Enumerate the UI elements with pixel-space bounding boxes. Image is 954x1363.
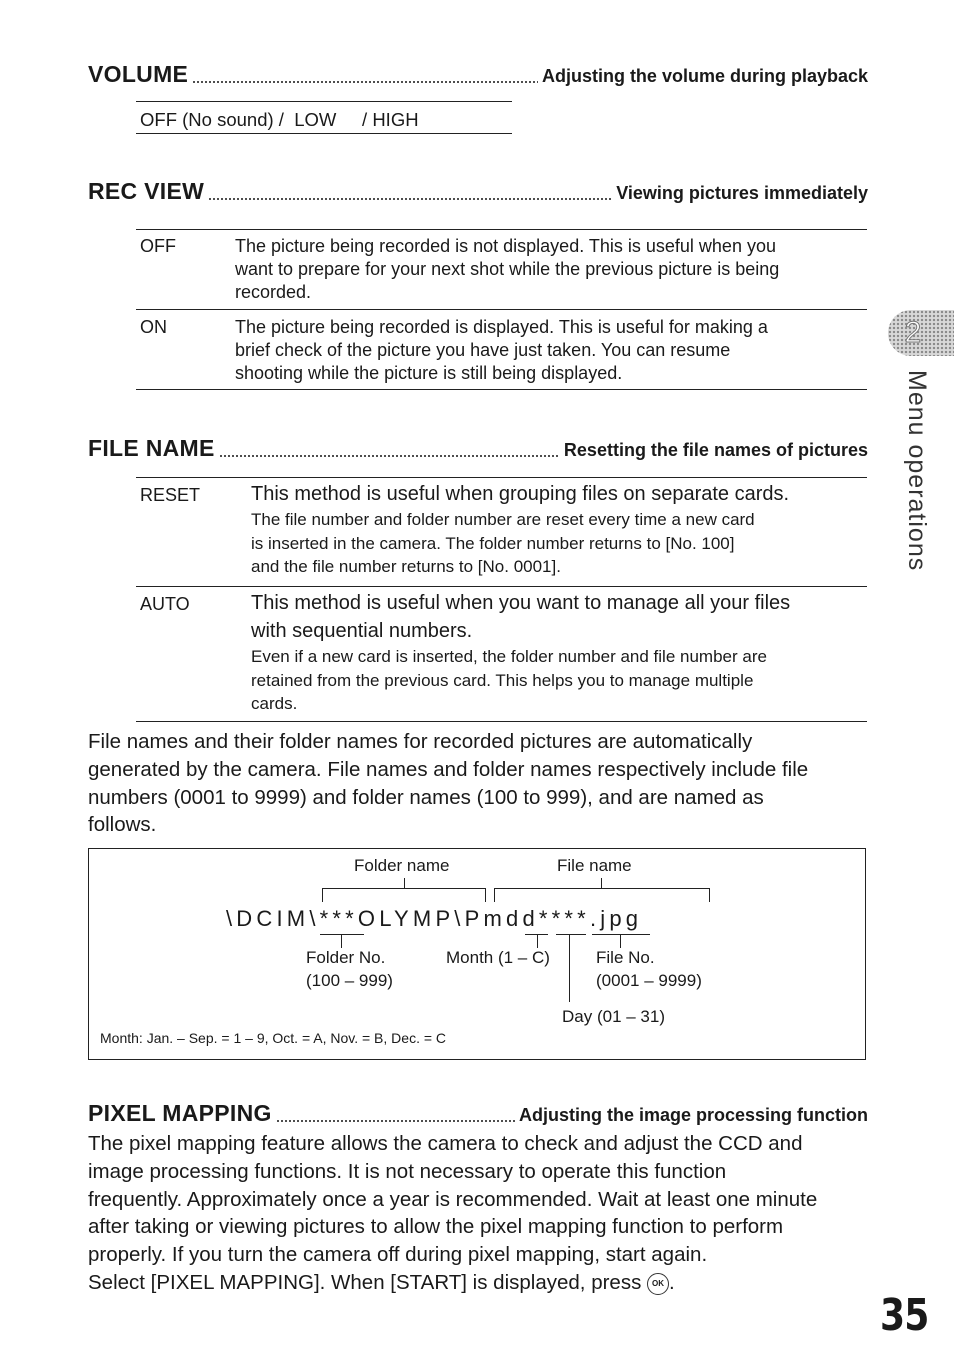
folder-no-label: Folder No.	[306, 948, 386, 967]
chapter-label: Menu operations	[903, 370, 931, 572]
file-path-pattern: \DCIM\***OLYMP\Pmdd****.jpg	[226, 906, 643, 931]
volume-desc: Adjusting the volume during playback	[541, 66, 868, 86]
rec-view-desc: Viewing pictures immediately	[616, 183, 868, 203]
file-intro-paragraph: File names and their folder names for recorded pictures are automatically generated by the camera. File names and folder names respectively include file numbers (0001 to 9999) and folder names (100 to 999), and are named as follows.	[88, 730, 809, 837]
divider	[136, 309, 867, 310]
file-no-label: File No.	[596, 948, 655, 967]
chapter-number: 2	[904, 316, 922, 349]
file-name-title: FILE NAME	[88, 435, 215, 461]
file-name-header	[88, 430, 868, 460]
file-range-label: (0001 – 9999)	[596, 971, 702, 990]
folder-name-label: Folder name	[354, 856, 450, 875]
pixel-mapping-last-line: Select [PIXEL MAPPING]. When [START] is displayed, press OK .	[88, 1270, 675, 1294]
rec-view-header	[88, 173, 868, 203]
month-label: Month (1 – C)	[446, 948, 550, 967]
page-number: 35	[880, 1290, 929, 1341]
divider	[136, 586, 867, 587]
divider	[136, 721, 867, 722]
file-name-auto-text: This method is useful when you want to manage all your files with sequential numbers. Even if a new card is inserted, the folder number and file number are retained from the previous card. This helps you to manage multiple cards.	[251, 592, 791, 713]
rec-view-on-text: The picture being recorded is displayed. This is useful for making a brief check of the picture you have just taken. You can resume shooting while the picture is still being displayed.	[235, 317, 768, 383]
divider	[136, 101, 512, 102]
bracket-stem	[537, 934, 538, 948]
divider	[136, 389, 867, 390]
rec-view-on-key: ON	[140, 317, 167, 337]
leader-dots	[192, 81, 538, 83]
file-no-bracket	[592, 934, 650, 935]
folder-range-label: (100 – 999)	[306, 971, 393, 990]
bracket-stem	[620, 934, 621, 948]
pixel-mapping-desc: Adjusting the image processing function	[518, 1105, 868, 1125]
rec-view-off-key: OFF	[140, 236, 176, 256]
bracket-stem	[601, 878, 602, 888]
file-bracket	[494, 888, 710, 889]
file-name-label: File name	[557, 856, 632, 875]
rec-view-title: REC VIEW	[88, 178, 205, 204]
bracket-edge	[322, 888, 323, 902]
day-label: Day (01 – 31)	[562, 1007, 665, 1026]
day-bracket	[556, 934, 586, 935]
leader-dots	[219, 455, 560, 457]
bracket-edge	[485, 888, 486, 902]
volume-options: OFF (No sound) / LOW / HIGH	[140, 109, 419, 130]
bracket-stem	[569, 934, 570, 1002]
bracket-stem	[404, 878, 405, 888]
pixel-mapping-paragraph: The pixel mapping feature allows the camera to check and adjust the CCD and image processing functions. It is not necessary to operate this function frequently. Approximately once a year is recommended. Wait at least one minute after taking or viewing pictures to allow the pixel mapping function to perform properly. If you turn the camera off during pixel mapping, start again. Select [PIXEL MAPPING]. When [START] is displayed, press OK .	[88, 1130, 868, 1297]
folder-no-bracket	[320, 934, 364, 935]
folder-bracket	[322, 888, 486, 889]
divider	[136, 477, 867, 478]
file-name-reset-text: This method is useful when grouping files on separate cards. The file number and folder number are reset every time a new card is inserted in the camera. The folder number returns to [No. 100] and the file number returns to [No. 0001].	[251, 483, 790, 576]
volume-title: VOLUME	[88, 61, 189, 87]
volume-header	[88, 56, 868, 86]
rec-view-off-text: The picture being recorded is not displayed. This is useful when you want to prepare for your next shot while the previous picture is being recorded.	[235, 236, 780, 302]
divider	[136, 133, 512, 134]
bracket-stem	[341, 934, 342, 948]
leader-dots	[276, 1120, 515, 1122]
ok-button-icon: OK	[647, 1273, 669, 1295]
divider	[136, 229, 867, 230]
file-name-auto-key: AUTO	[140, 594, 190, 614]
month-note: Month: Jan. – Sep. = 1 – 9, Oct. = A, Nov. = B, Dec. = C	[100, 1030, 447, 1046]
file-name-desc: Resetting the file names of pictures	[563, 440, 868, 460]
bracket-edge	[709, 888, 710, 902]
pixel-mapping-title: PIXEL MAPPING	[88, 1100, 272, 1126]
pixel-mapping-header	[88, 1095, 868, 1125]
file-name-reset-key: RESET	[140, 485, 201, 505]
bracket-edge	[494, 888, 495, 902]
leader-dots	[208, 198, 612, 200]
